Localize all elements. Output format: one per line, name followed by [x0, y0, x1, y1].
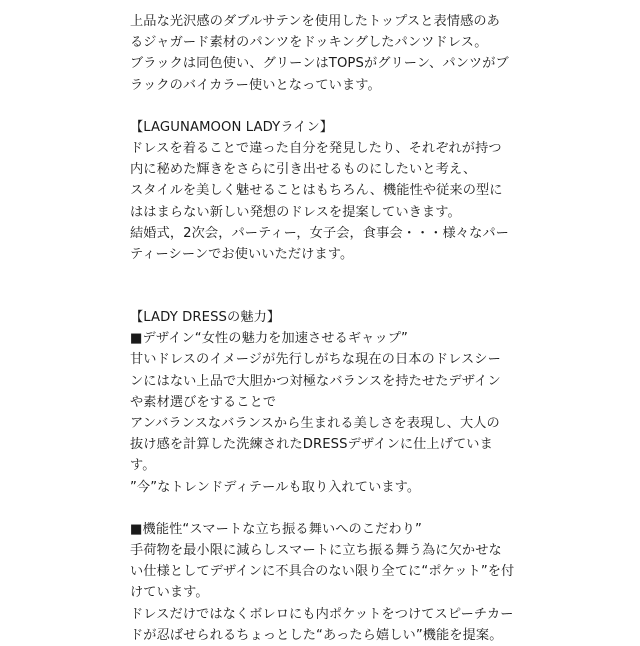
- lagunamoon-line: 結婚式，2次会，パーティー，女子会，食事会・・・様々なパー: [130, 225, 509, 241]
- design-line: 抜け感を計算した洗練されたDRESSデザインに仕上げていま: [130, 437, 493, 453]
- product-description: [130, 11, 635, 646]
- spacer: [130, 265, 635, 307]
- lagunamoon-heading: 【LAGUNAMOON LADYライン】: [130, 119, 334, 135]
- intro-paragraph: [130, 11, 635, 96]
- spacer: [130, 96, 635, 117]
- design-line: ンにはない上品で大胆かつ対極なバランスを持たせたデザイン: [130, 373, 501, 389]
- function-title: ■機能性“スマートな立ち振る舞いへのこだわり”: [130, 521, 422, 537]
- function-line: い仕様としてデザインに不具合のない限り全てに“ポケット”を付: [130, 564, 515, 580]
- lagunamoon-line: ティーシーンでお使いいただけます。: [130, 246, 354, 262]
- lagunamoon-line: スタイルを美しく魅せることはもちろん、機能性や従来の型に: [130, 183, 503, 199]
- lagunamoon-line: ドレスを着ることで違った自分を発見したり、それぞれが持つ: [130, 140, 502, 156]
- charm-section: [130, 307, 635, 646]
- function-line: 手荷物を最小限に減らしスマートに立ち振る舞う為に欠かせな: [130, 542, 502, 558]
- design-line: す。: [130, 458, 156, 474]
- lagunamoon-line: 内に秘めた輝きをさらに引き出せるものにしたいと考え、: [130, 162, 477, 178]
- design-line: 甘いドレスのイメージが先行しがちな現在の日本のドレスシー: [130, 352, 501, 368]
- design-line: アンバランスなバランスから生まれる美しさを表現し、大人の: [130, 416, 500, 431]
- intro-line: ラックのバイカラー使いとなっています。: [130, 77, 381, 93]
- design-line: や素材選びをすることで: [130, 394, 277, 410]
- charm-heading: 【LADY DRESSの魅力】: [130, 310, 281, 326]
- function-line: ドが忍ばせられるちょっとした“あったら嬉しい”機能を提案。: [130, 627, 503, 643]
- intro-line: るジャガード素材のパンツをドッキングしたパンツドレス。: [130, 35, 488, 51]
- design-title: ■デザイン“女性の魅力を加速させるギャップ”: [130, 331, 408, 347]
- intro-line: 上品な光沢感のダブルサテンを使用したトップスと表情感のあ: [130, 14, 500, 29]
- lagunamoon-line: ははまらない新しい発想のドレスを提案していきます。: [130, 204, 461, 220]
- design-line: ”今”なトレンドディテールも取り入れています。: [130, 479, 421, 495]
- spacer: [130, 498, 635, 519]
- intro-line: ブラックは同色使い、グリーンはTOPSがグリーン、パンツがブ: [130, 56, 509, 72]
- function-line: ドレスだけではなくボレロにも内ポケットをつけてスピーチカー: [130, 606, 514, 622]
- lagunamoon-section: [130, 117, 635, 265]
- function-line: けています。: [130, 585, 209, 601]
